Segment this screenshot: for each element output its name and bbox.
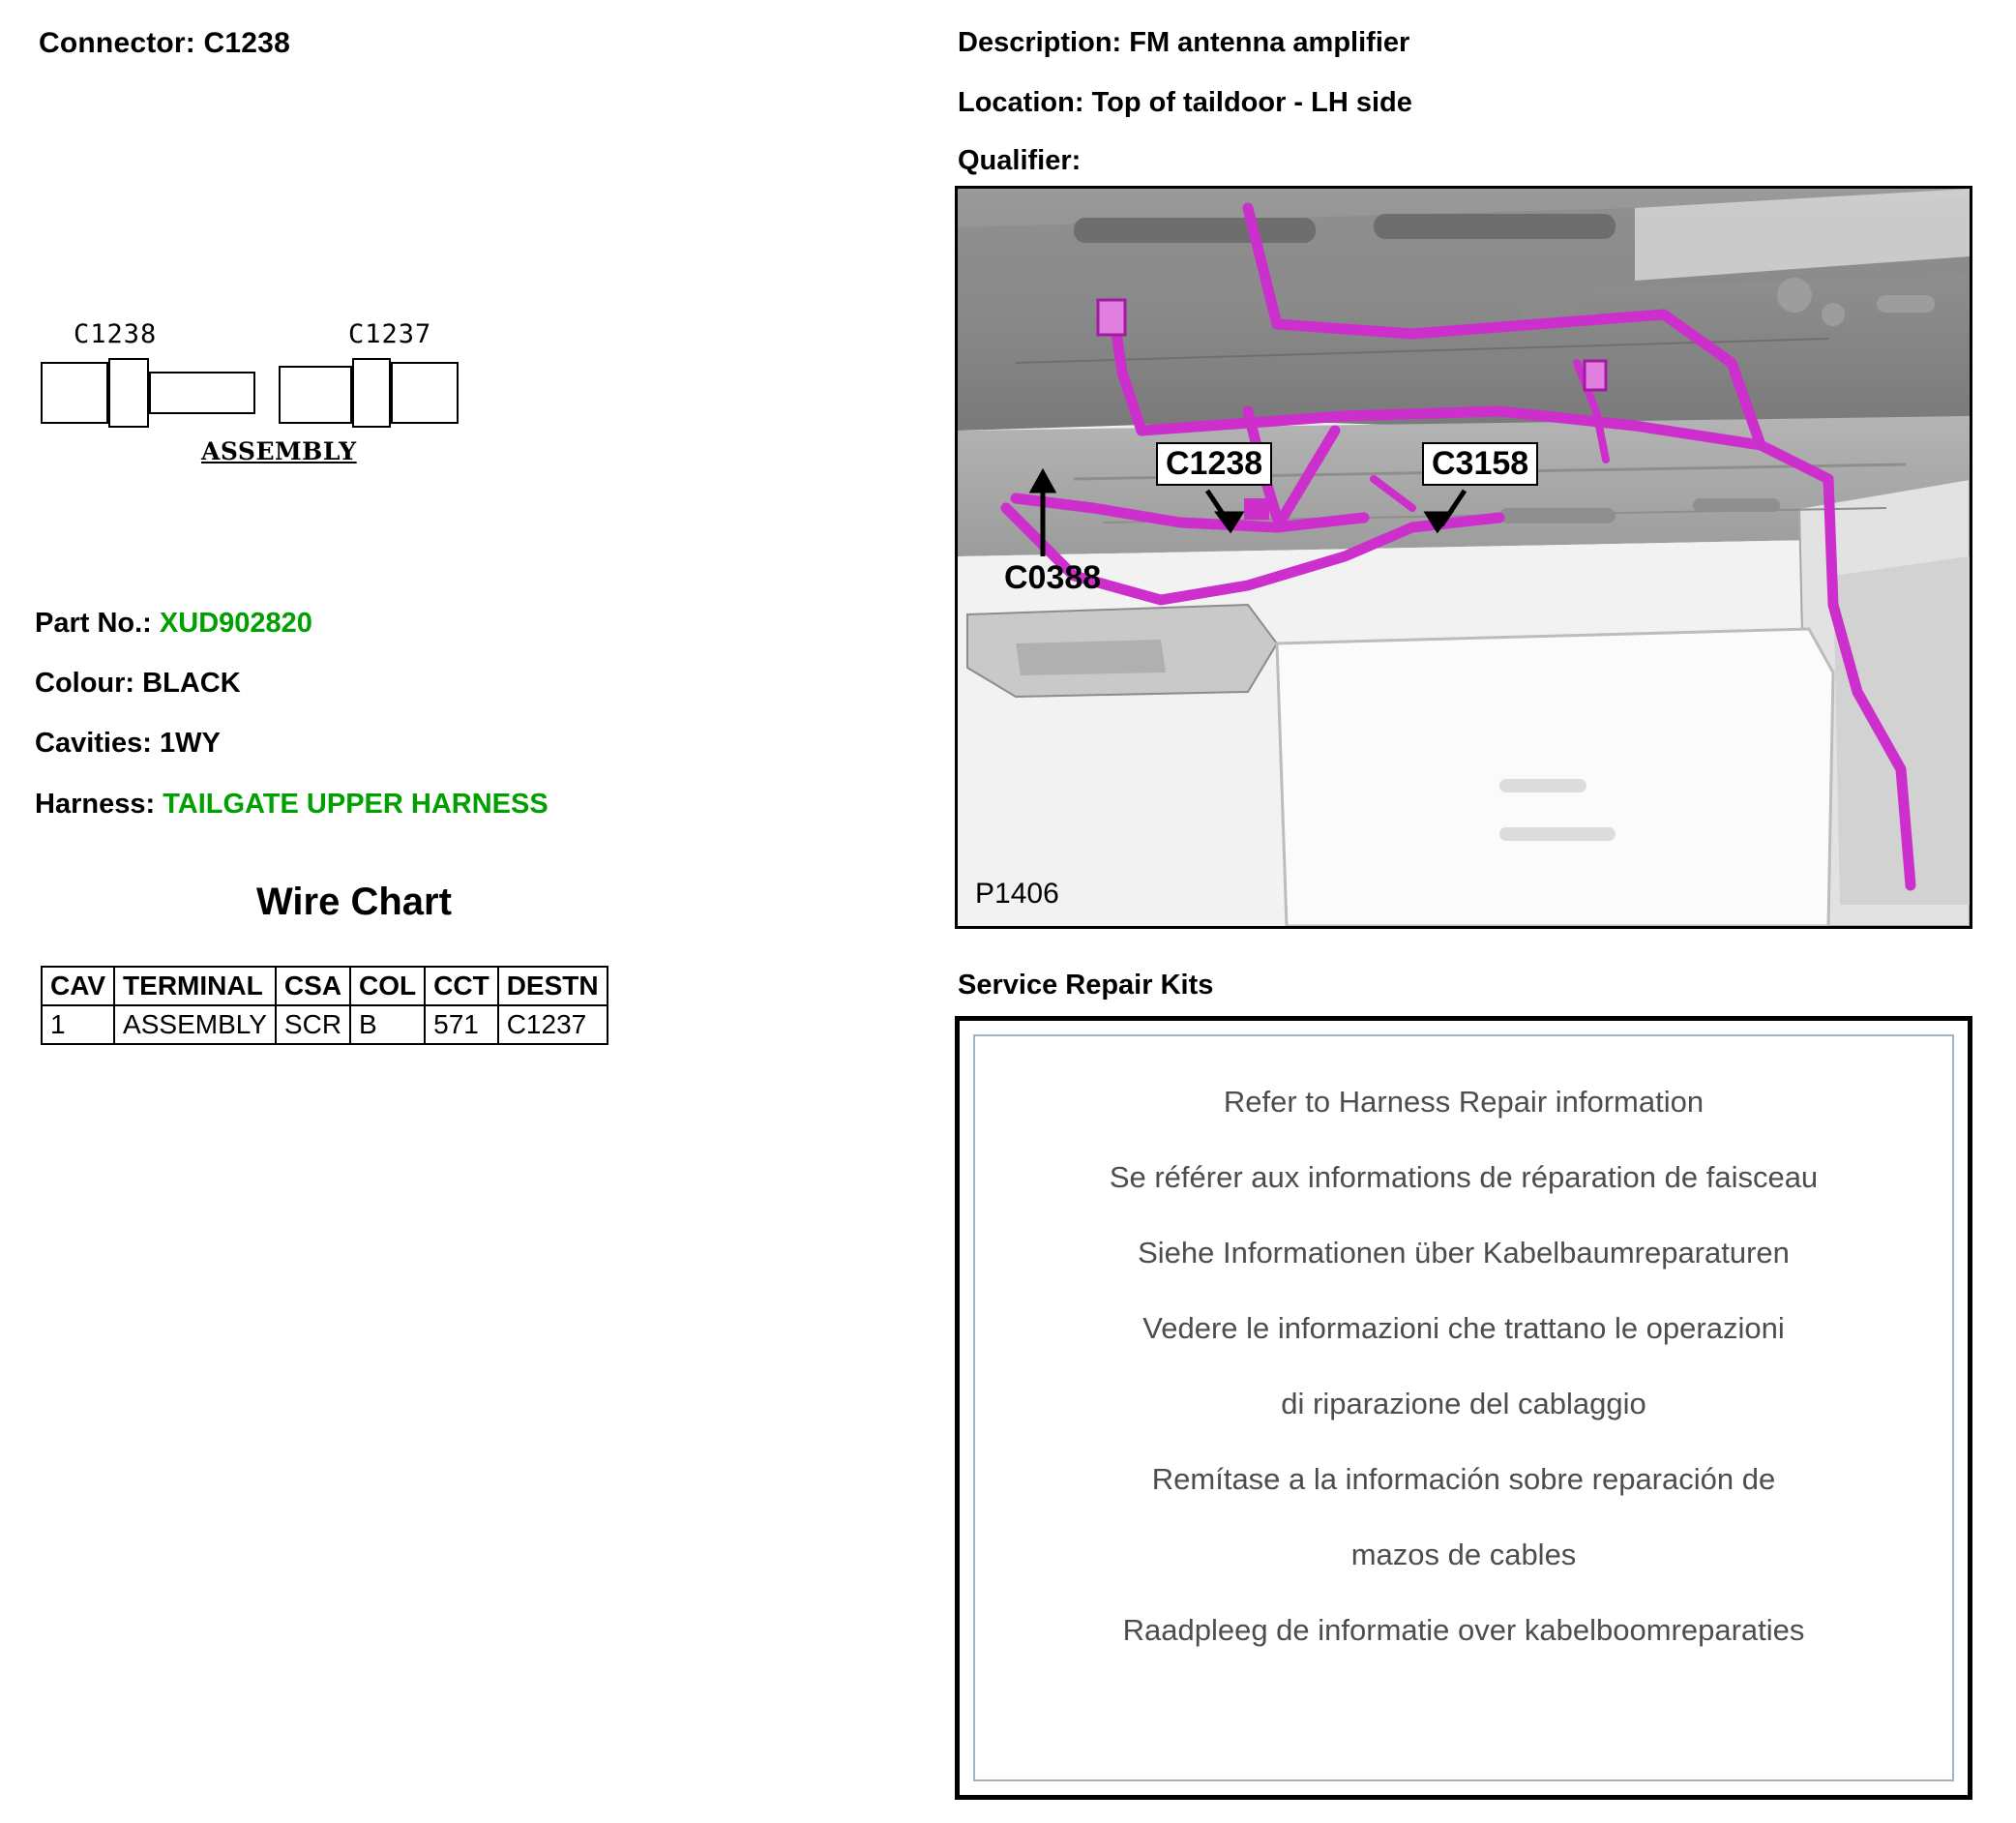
callout-c1238: C1238 [1156, 442, 1272, 486]
cavities-row [35, 728, 221, 760]
wire-chart-header-cct: CCT [425, 967, 498, 1005]
connector-shape-2 [108, 358, 149, 428]
wire-chart-cell-csa: SCR [276, 1005, 350, 1044]
wire-chart-cell-cav: 1 [42, 1005, 114, 1044]
description-value: FM antenna amplifier [1129, 27, 1410, 58]
wire-chart-cell-terminal: ASSEMBLY [114, 1005, 276, 1044]
callout-c0388: C0388 [1004, 559, 1102, 596]
repair-note-line: mazos de cables [1350, 1538, 1577, 1571]
connector-heading-label: Connector: [39, 27, 195, 59]
harness-value: TAILGATE UPPER HARNESS [163, 789, 548, 820]
wire-chart-cell-col: B [350, 1005, 425, 1044]
wire-chart-header-row [42, 967, 608, 1005]
harness-row [35, 789, 548, 821]
repair-note-line: Raadpleeg de informatie over kabelboomreparaties [1122, 1613, 1805, 1647]
part-number-value: XUD902820 [159, 608, 312, 639]
left-column [0, 0, 929, 1823]
wire-chart-header-csa: CSA [276, 967, 350, 1005]
service-repair-kits-panel [955, 1016, 1972, 1800]
location-label: Location: [958, 87, 1084, 118]
service-repair-kits-inner [973, 1034, 1954, 1781]
connector-heading [39, 27, 290, 60]
connector-shape-3 [149, 372, 255, 414]
wire-chart-header-terminal: TERMINAL [114, 967, 276, 1005]
connector-shape-6 [391, 362, 459, 424]
qualifier-label: Qualifier: [958, 145, 1082, 176]
right-column [953, 0, 2016, 1823]
connector-shape-1 [41, 362, 108, 424]
wire-chart-header-destn: DESTN [498, 967, 608, 1005]
colour-value: BLACK [142, 668, 241, 699]
repair-note-line: di riparazione del cablaggio [1281, 1387, 1646, 1420]
wire-chart-cell-destn: C1237 [498, 1005, 608, 1044]
callout-c3158: C3158 [1422, 442, 1538, 486]
location-value: Top of taildoor - LH side [1091, 87, 1412, 118]
repair-note-line: Refer to Harness Repair information [1223, 1085, 1705, 1119]
part-number-row [35, 608, 312, 640]
repair-note-line: Siehe Informationen über Kabelbaumreparaturen [1138, 1236, 1790, 1270]
repair-note-line: Se référer aux informations de réparation de faisceau [1109, 1160, 1819, 1194]
wire-chart-header-cav: CAV [42, 967, 114, 1005]
connector-shape-5 [352, 358, 391, 428]
diagram-label-right: C1237 [348, 319, 432, 349]
connector-id: C1238 [203, 27, 290, 59]
wire-chart-header-col: COL [350, 967, 425, 1005]
wire-chart-title: Wire Chart [256, 881, 452, 923]
wire-chart-table [41, 966, 608, 1045]
connector-shape-4 [279, 366, 352, 424]
wire-chart-cell-cct: 571 [425, 1005, 498, 1044]
description-label: Description: [958, 27, 1122, 58]
service-repair-kits-title: Service Repair Kits [958, 970, 1214, 1001]
diagram-assembly-label: ASSEMBLY [201, 437, 357, 465]
illustration-code: P1406 [975, 878, 1059, 910]
taildoor-illustration-svg [958, 189, 1970, 926]
part-number-label: Part No.: [35, 608, 152, 639]
cavities-value: 1WY [159, 728, 221, 759]
repair-note-line: Vedere le informazioni che trattano le operazioni [1142, 1311, 1785, 1345]
connector-diagram [29, 319, 532, 503]
location-row [958, 87, 1412, 119]
location-illustration [955, 186, 1972, 929]
harness-label: Harness: [35, 789, 156, 820]
description-row [958, 27, 1409, 59]
colour-label: Colour: [35, 668, 135, 699]
colour-row [35, 668, 241, 700]
table-row [42, 1005, 608, 1044]
cavities-label: Cavities: [35, 728, 152, 759]
repair-note-line: Remítase a la información sobre reparación de [1151, 1462, 1776, 1496]
qualifier-row [958, 145, 1081, 177]
diagram-label-left: C1238 [74, 319, 158, 349]
